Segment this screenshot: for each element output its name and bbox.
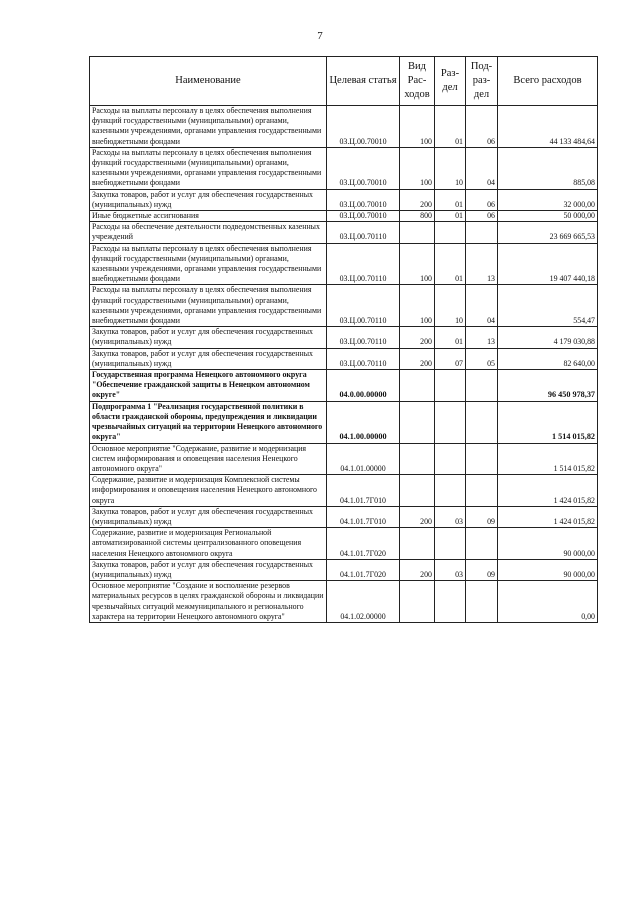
row-name-cell: Закупка товаров, работ и услуг для обеспечения государственных (муниципальных) нужд xyxy=(90,327,327,348)
row-kind-cell: 100 xyxy=(400,106,435,148)
table-row xyxy=(90,559,598,580)
header-code: Целевая статья xyxy=(327,57,400,106)
row-kind-cell: 200 xyxy=(400,506,435,527)
table-row xyxy=(90,528,598,560)
row-section-cell: 10 xyxy=(435,147,466,189)
row-subsection-cell xyxy=(466,475,498,507)
row-total-cell: 1 424 015,82 xyxy=(498,506,598,527)
row-code-cell: 04.0.00.00000 xyxy=(327,370,400,402)
page-number: 7 xyxy=(317,30,323,42)
header-total: Всего расходов xyxy=(498,57,598,106)
header-kind: Вид Рас-ходов xyxy=(400,57,435,106)
header-subsection: Под-раз-дел xyxy=(466,57,498,106)
row-total-cell: 885,08 xyxy=(498,147,598,189)
row-kind-cell xyxy=(400,528,435,560)
row-section-cell xyxy=(435,401,466,443)
row-total-cell: 44 133 484,64 xyxy=(498,106,598,148)
row-name-cell: Расходы на выплаты персоналу в целях обеспечения выполнения функций государственными (муниципальными) органами, казенными учреждениями, органами управления государственными внебюджетными фондами xyxy=(90,106,327,148)
row-total-cell: 90 000,00 xyxy=(498,559,598,580)
row-code-cell: 04.1.00.00000 xyxy=(327,401,400,443)
row-code-cell: 03.Ц.00.70010 xyxy=(327,106,400,148)
row-total-cell: 4 179 030,88 xyxy=(498,327,598,348)
row-kind-cell: 200 xyxy=(400,327,435,348)
row-section-cell: 01 xyxy=(435,106,466,148)
row-name-cell: Закупка товаров, работ и услуг для обеспечения государственных (муниципальных) нужд xyxy=(90,348,327,369)
row-total-cell: 90 000,00 xyxy=(498,528,598,560)
row-subsection-cell xyxy=(466,528,498,560)
row-section-cell: 07 xyxy=(435,348,466,369)
row-code-cell: 03.Ц.00.70010 xyxy=(327,189,400,210)
row-name-cell: Закупка товаров, работ и услуг для обеспечения государственных (муниципальных) нужд xyxy=(90,189,327,210)
row-code-cell: 03.Ц.00.70110 xyxy=(327,348,400,369)
row-code-cell: 04.1.02.00000 xyxy=(327,581,400,623)
row-kind-cell: 800 xyxy=(400,211,435,222)
row-kind-cell: 100 xyxy=(400,243,435,285)
budget-table xyxy=(89,56,598,623)
row-subsection-cell: 05 xyxy=(466,348,498,369)
row-name-cell: Содержание, развитие и модернизация Комплексной системы информирования и оповещения населения Ненецкого автономного округа xyxy=(90,475,327,507)
table-header-row xyxy=(90,57,598,106)
row-kind-cell xyxy=(400,581,435,623)
row-kind-cell xyxy=(400,443,435,475)
row-name-cell: Иные бюджетные ассигнования xyxy=(90,211,327,222)
row-subsection-cell: 13 xyxy=(466,243,498,285)
row-kind-cell xyxy=(400,370,435,402)
row-name-cell: Расходы на выплаты персоналу в целях обеспечения выполнения функций государственными (муниципальными) органами, казенными учреждениями, органами управления государственными внебюджетными фондами xyxy=(90,147,327,189)
row-total-cell: 19 407 440,18 xyxy=(498,243,598,285)
table-body xyxy=(90,106,598,623)
table-row xyxy=(90,506,598,527)
row-name-cell: Расходы на выплаты персоналу в целях обеспечения выполнения функций государственными (муниципальными) органами, казенными учреждениями, органами управления государственными внебюджетными фондами xyxy=(90,243,327,285)
row-total-cell: 1 514 015,82 xyxy=(498,401,598,443)
table-row xyxy=(90,370,598,402)
row-subsection-cell xyxy=(466,443,498,475)
row-section-cell: 01 xyxy=(435,189,466,210)
row-subsection-cell xyxy=(466,222,498,243)
row-kind-cell: 200 xyxy=(400,559,435,580)
row-subsection-cell: 09 xyxy=(466,506,498,527)
row-kind-cell: 100 xyxy=(400,285,435,327)
row-subsection-cell xyxy=(466,581,498,623)
row-section-cell xyxy=(435,443,466,475)
row-subsection-cell: 04 xyxy=(466,147,498,189)
row-code-cell: 03.Ц.00.70110 xyxy=(327,243,400,285)
row-subsection-cell: 06 xyxy=(466,106,498,148)
row-total-cell: 82 640,00 xyxy=(498,348,598,369)
row-section-cell: 01 xyxy=(435,243,466,285)
row-total-cell: 23 669 665,53 xyxy=(498,222,598,243)
row-total-cell: 50 000,00 xyxy=(498,211,598,222)
table-row xyxy=(90,147,598,189)
row-code-cell: 03.Ц.00.70110 xyxy=(327,327,400,348)
table-row xyxy=(90,106,598,148)
row-kind-cell: 100 xyxy=(400,147,435,189)
row-total-cell: 1 514 015,82 xyxy=(498,443,598,475)
row-name-cell: Основное мероприятие "Создание и восполнение резервов материальных ресурсов в целях гражданской обороны и ликвидации чрезвычайных ситуаций межмуниципального и регионального характера на территории Ненецкого автономного округа" xyxy=(90,581,327,623)
row-section-cell: 01 xyxy=(435,327,466,348)
row-code-cell: 04.1.01.7Г020 xyxy=(327,528,400,560)
row-name-cell: Подпрограмма 1 "Реализация государственной политики в области гражданской обороны, предупреждения и ликвидации чрезвычайных ситуаций на территории Ненецкого автономного округа" xyxy=(90,401,327,443)
row-total-cell: 554,47 xyxy=(498,285,598,327)
row-code-cell: 04.1.01.7Г020 xyxy=(327,559,400,580)
table-row xyxy=(90,475,598,507)
table-row xyxy=(90,189,598,210)
row-subsection-cell: 06 xyxy=(466,189,498,210)
header-name: Наименование xyxy=(90,57,327,106)
table-row xyxy=(90,222,598,243)
table-row xyxy=(90,327,598,348)
row-code-cell: 03.Ц.00.70110 xyxy=(327,222,400,243)
row-name-cell: Закупка товаров, работ и услуг для обеспечения государственных (муниципальных) нужд xyxy=(90,506,327,527)
table-row xyxy=(90,401,598,443)
row-kind-cell xyxy=(400,222,435,243)
table-row xyxy=(90,243,598,285)
table-row xyxy=(90,348,598,369)
table-row xyxy=(90,443,598,475)
table-row xyxy=(90,581,598,623)
row-name-cell: Содержание, развитие и модернизация Региональной автоматизированной системы централизованного оповещения населения Ненецкого автономного округа xyxy=(90,528,327,560)
row-code-cell: 03.Ц.00.70110 xyxy=(327,285,400,327)
row-name-cell: Закупка товаров, работ и услуг для обеспечения государственных (муниципальных) нужд xyxy=(90,559,327,580)
row-kind-cell xyxy=(400,475,435,507)
row-name-cell: Основное мероприятие "Содержание, развитие и модернизация систем информирования и оповещения населения Ненецкого автономного округа" xyxy=(90,443,327,475)
row-section-cell xyxy=(435,475,466,507)
row-code-cell: 03.Ц.00.70010 xyxy=(327,147,400,189)
header-section: Раз-дел xyxy=(435,57,466,106)
row-subsection-cell xyxy=(466,370,498,402)
row-kind-cell xyxy=(400,401,435,443)
row-code-cell: 03.Ц.00.70010 xyxy=(327,211,400,222)
row-name-cell: Расходы на выплаты персоналу в целях обеспечения выполнения функций государственными (муниципальными) органами, казенными учреждениями, органами управления государственными внебюджетными фондами xyxy=(90,285,327,327)
row-section-cell xyxy=(435,370,466,402)
row-section-cell: 03 xyxy=(435,506,466,527)
row-total-cell: 32 000,00 xyxy=(498,189,598,210)
row-total-cell: 96 450 978,37 xyxy=(498,370,598,402)
row-subsection-cell xyxy=(466,401,498,443)
row-code-cell: 04.1.01.00000 xyxy=(327,443,400,475)
row-name-cell: Государственная программа Ненецкого автономного округа "Обеспечение гражданской защиты в Ненецком автономном округе" xyxy=(90,370,327,402)
row-total-cell: 0,00 xyxy=(498,581,598,623)
row-code-cell: 04.1.01.7Г010 xyxy=(327,475,400,507)
row-section-cell: 01 xyxy=(435,211,466,222)
row-code-cell: 04.1.01.7Г010 xyxy=(327,506,400,527)
row-section-cell: 10 xyxy=(435,285,466,327)
row-subsection-cell: 06 xyxy=(466,211,498,222)
row-subsection-cell: 04 xyxy=(466,285,498,327)
row-name-cell: Расходы на обеспечение деятельности подведомственных казенных учреждений xyxy=(90,222,327,243)
row-section-cell xyxy=(435,528,466,560)
row-subsection-cell: 13 xyxy=(466,327,498,348)
row-section-cell xyxy=(435,581,466,623)
row-kind-cell: 200 xyxy=(400,189,435,210)
row-total-cell: 1 424 015,82 xyxy=(498,475,598,507)
table-row xyxy=(90,211,598,222)
table-row xyxy=(90,285,598,327)
row-kind-cell: 200 xyxy=(400,348,435,369)
row-section-cell xyxy=(435,222,466,243)
row-subsection-cell: 09 xyxy=(466,559,498,580)
row-section-cell: 03 xyxy=(435,559,466,580)
